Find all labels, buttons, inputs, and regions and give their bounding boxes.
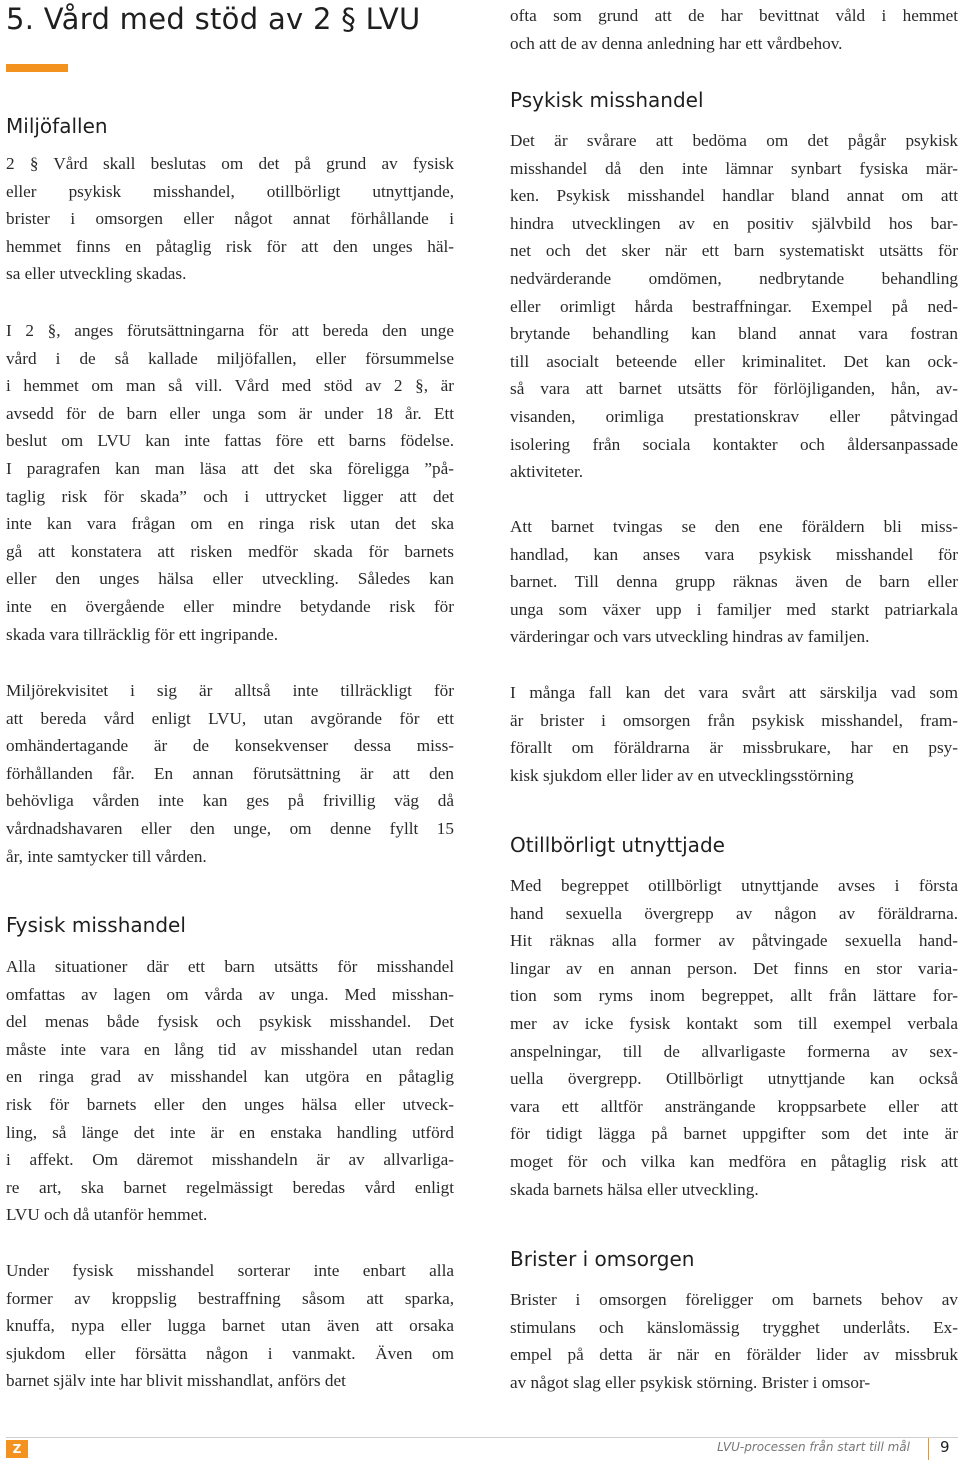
text-line: Hit räknas alla former av påtvingade sexuella hand- xyxy=(510,931,958,951)
paragraph xyxy=(510,127,958,486)
text-line: vårdnadshavaren eller den unge, om denne fyllt 15 xyxy=(6,818,454,838)
text-line: Det är svårare att bedöma om det pågår psykisk xyxy=(510,131,958,150)
paragraph xyxy=(510,2,958,57)
text-line: en ringa grad av misshandel kan utgöra en påtaglig xyxy=(6,1067,454,1087)
text-line: nedvärderande omdömen, nedbrytande behandling xyxy=(510,268,958,288)
text-line: barnet själv inte har blivit misshandlat, anförs det xyxy=(6,1371,346,1391)
text-line: värderingar och vars utveckling hindras av familjen. xyxy=(510,627,870,647)
text-line: inte en övergående eller mindre betydande risk för xyxy=(6,596,454,616)
text-line: att bereda vård enligt LVU, utan avgörande för ett xyxy=(6,708,454,728)
paragraph xyxy=(510,1286,958,1396)
text-line: ofta som grund att de har bevittnat våld i hemmet xyxy=(510,6,958,25)
text-line: uella övergrepp. Otillbörligt utnyttjande kan också xyxy=(510,1069,958,1089)
paragraph xyxy=(510,513,958,651)
text-line: Med begreppet otillbörligt utnyttjande avses i första xyxy=(510,876,958,895)
text-line: LVU och då utanför hemmet. xyxy=(6,1205,208,1225)
text-line: I många fall kan det vara svårt att särskilja vad som xyxy=(510,683,958,702)
text-line: I paragrafen kan man läsa att det ska föreligga ”på- xyxy=(6,458,454,478)
text-line: ken. Psykisk misshandel handlar bland annat om att xyxy=(510,186,958,206)
heading-psykisk-misshandel: Psykisk misshandel xyxy=(510,88,704,112)
text-line: lingar av en annan person. Det finns en stor varia- xyxy=(510,958,958,978)
paragraph xyxy=(6,1257,454,1395)
text-line: brytande behandling kan bland annat vara fostran xyxy=(510,324,958,344)
text-line: så vara att barnet utsätts för förlöjliganden, hån, av- xyxy=(510,379,958,399)
footer-divider xyxy=(6,1437,958,1438)
text-line: barnet. Till denna grupp räknas även de barn eller xyxy=(510,572,958,592)
text-line: till asocialt beteende eller kriminalitet. Det kan ock- xyxy=(510,351,958,371)
text-line: hemmet finns en påtaglig risk för att den unges häl- xyxy=(6,236,454,256)
text-line: vara ett alltför ansträngande kroppsarbete eller att xyxy=(510,1096,958,1116)
text-line: i affekt. Om däremot misshandeln är av allvarliga- xyxy=(6,1150,454,1170)
text-line: re art, ska barnet regelmässigt beredas vård enligt xyxy=(6,1177,454,1197)
text-line: skada vara tillräcklig för ett ingripande. xyxy=(6,624,279,644)
text-line: 2 § Vård skall beslutas om det på grund av fysisk xyxy=(6,154,454,173)
text-line: Att barnet tvingas se den ene föräldern bli miss- xyxy=(510,517,958,536)
paragraph xyxy=(510,872,958,1203)
text-line: eller psykisk misshandel, otillbörligt utnyttjande, xyxy=(6,181,454,201)
text-line: stimulans och känslomässig trygghet underlåts. Ex- xyxy=(510,1317,958,1337)
paragraph xyxy=(6,317,454,648)
paragraph xyxy=(6,677,454,870)
text-line: vård i de så kallade miljöfallen, eller försummelse xyxy=(6,348,454,368)
heading-fysisk-misshandel: Fysisk misshandel xyxy=(6,913,186,937)
text-line: eller orimligt hårda bestraffningar. Exempel på ned- xyxy=(510,296,958,316)
page-title: 5. Vård med stöd av 2 § LVU xyxy=(6,2,421,36)
text-line: omfattas av lagen om vårda av unga. Med misshan- xyxy=(6,984,454,1004)
text-line: skada barnets hälsa eller utveckling. xyxy=(510,1179,759,1199)
text-line: aktiviteter. xyxy=(510,462,584,482)
text-line: kisk sjukdom eller lider av en utvecklingsstörning xyxy=(510,765,854,785)
text-line: av något slag eller psykisk störning. Brister i omsor- xyxy=(510,1372,871,1392)
text-line: handlad, kan anses vara psykisk misshandel för xyxy=(510,544,958,564)
text-line: behövliga vården inte kan ges på frivillig väg då xyxy=(6,791,454,811)
text-line: sjukdom eller försätta någon i vanmakt. Även om xyxy=(6,1343,454,1363)
text-line: och att de av denna anledning har ett vårdbehov. xyxy=(510,33,843,53)
text-line: knuffa, nypa eller lugga barnet utan även att orsaka xyxy=(6,1316,454,1336)
heading-otillborligt-utnyttjade: Otillbörligt utnyttjade xyxy=(510,833,725,857)
text-line: hand sexuella övergrepp av någon av föräldrarna. xyxy=(510,903,958,923)
text-line: mer av icke fysisk kontakt som till exempel verbala xyxy=(510,1013,958,1033)
text-line: Alla situationer där ett barn utsätts för misshandel xyxy=(6,957,454,976)
publisher-logo-icon: Z xyxy=(6,1440,28,1458)
text-line: förhållanden får. En annan förutsättning är att den xyxy=(6,763,454,783)
text-line: Brister i omsorgen föreligger om barnets behov av xyxy=(510,1290,958,1309)
text-line: omhändertagande är de konsekvenser dessa miss- xyxy=(6,736,454,756)
text-line: moget för och vilka kan medföra en påtaglig risk att xyxy=(510,1151,958,1171)
text-line: Miljörekvisitet i sig är alltså inte tillräckligt för xyxy=(6,681,454,700)
footer-separator xyxy=(928,1438,929,1460)
text-line: måste inte vara en lång tid av misshandel utan redan xyxy=(6,1039,454,1059)
text-line: är brister i omsorgen från psykisk misshandel, fram- xyxy=(510,710,958,730)
footer-title: LVU-processen från start till mål xyxy=(717,1440,910,1454)
text-line: I 2 §, anges förutsättningarna för att bereda den unge xyxy=(6,321,454,340)
text-line: risk för barnets eller den unges hälsa eller utveck- xyxy=(6,1094,454,1114)
paragraph xyxy=(6,150,454,288)
text-line: former av kroppslig bestraffning såsom att sparka, xyxy=(6,1288,454,1308)
page-number: 9 xyxy=(940,1438,950,1456)
text-line: del menas både fysisk och psykisk misshandel. Det xyxy=(6,1012,454,1032)
text-line: år, inte samtycker till vården. xyxy=(6,846,207,866)
text-line: net och det sker när ett barn systematiskt utsätts för xyxy=(510,241,958,261)
text-line: taglig risk för skada” och i uttrycket ligger att det xyxy=(6,486,454,506)
text-line: Under fysisk misshandel sorterar inte enbart alla xyxy=(6,1261,454,1280)
heading-brister-i-omsorgen: Brister i omsorgen xyxy=(510,1247,695,1271)
text-line: isolering från sociala kontakter och åldersanpassade xyxy=(510,434,958,454)
text-line: misshandel då den inte lämnar synbart fysiska mär- xyxy=(510,158,958,178)
text-line: eller den unges hälsa eller utveckling. Således kan xyxy=(6,569,454,589)
text-line: hindra utvecklingen av en positiv självbild hos bar- xyxy=(510,213,958,233)
text-line: gå att konstatera att risken medför skada för barnets xyxy=(6,541,454,561)
accent-bar xyxy=(6,64,68,72)
text-line: tion som ryms inom begreppet, allt från lättare for- xyxy=(510,986,958,1006)
text-line: visanden, orimliga prestationskrav eller påtvingad xyxy=(510,406,958,426)
text-line: i hemmet om man så vill. Vård med stöd av 2 §, är xyxy=(6,376,454,396)
text-line: förallt om föräldrarna är missbrukare, har en psy- xyxy=(510,738,958,758)
text-line: unga som växer upp i familjer med starkt patriarkala xyxy=(510,599,958,619)
text-line: ling, så länge det inte är en enstaka handling utförd xyxy=(6,1122,454,1142)
text-line: brister i omsorgen eller något annat förhållande i xyxy=(6,209,454,229)
text-line: för tidigt lägga på barnet uppgifter som det inte är xyxy=(510,1124,958,1144)
paragraph xyxy=(510,679,958,789)
text-line: sa eller utveckling skadas. xyxy=(6,264,187,284)
text-line: avsedd för de barn eller unga som är under 18 år. Ett xyxy=(6,403,454,423)
paragraph xyxy=(6,953,454,1229)
text-line: inte kan vara frågan om en ringa risk utan det ska xyxy=(6,514,454,534)
heading-miljofallen: Miljöfallen xyxy=(6,114,108,138)
text-line: empel på detta är när en förälder lider av missbruk xyxy=(510,1345,958,1365)
text-line: anspelningar, till de allvarligaste formerna av sex- xyxy=(510,1041,958,1061)
text-line: beslut om LVU kan inte fattas före ett barns födelse. xyxy=(6,431,454,451)
